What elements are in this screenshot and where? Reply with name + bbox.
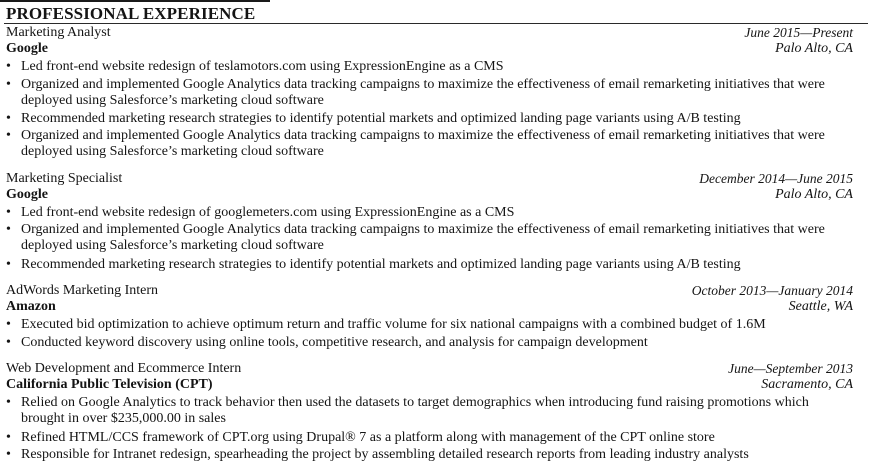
job-location: Sacramento, CA — [761, 377, 853, 392]
job-dates: June 2015—Present — [744, 25, 853, 40]
bullet-icon: • — [6, 395, 11, 410]
bullet-icon: • — [6, 111, 11, 126]
bullet-text: Responsible for Intranet redesign, spearheading the project by assembling detailed research reports from leading industry analysts — [21, 447, 749, 462]
job-location: Palo Alto, CA — [775, 41, 853, 56]
job-dates: June—September 2013 — [728, 361, 853, 376]
section-title: PROFESSIONAL EXPERIENCE — [6, 4, 256, 23]
job-title: Marketing Analyst — [6, 25, 111, 40]
top-divider — [0, 0, 270, 2]
job-location: Seattle, WA — [788, 299, 853, 314]
bullet-text: Recommended marketing research strategies to identify potential markets and optimized landing page variants using A/B testing — [21, 111, 741, 126]
bullet-icon: • — [6, 205, 11, 220]
bullet-icon: • — [6, 317, 11, 332]
company-name: Google — [6, 41, 48, 56]
job-dates: December 2014—June 2015 — [699, 171, 853, 186]
job-location: Palo Alto, CA — [775, 187, 853, 202]
bullet-text: Led front-end website redesign of googlemeters.com using ExpressionEngine as a CMS — [21, 205, 515, 220]
job-dates: October 2013—January 2014 — [691, 283, 853, 298]
bullet-text: Organized and implemented Google Analytics data tracking campaigns to maximize the effectiveness of email remarketing initiatives that were deployed using Salesforce’s marketing cloud software — [21, 128, 825, 159]
company-name: Google — [6, 187, 48, 202]
company-name: Amazon — [6, 299, 56, 314]
job-title: AdWords Marketing Intern — [6, 283, 159, 298]
bullet-text: Refined HTML/CCS framework of CPT.org using Drupal® 7 as a platform along with management of the CPT online store — [21, 430, 715, 445]
bullet-text: Organized and implemented Google Analytics data tracking campaigns to maximize the effectiveness of email remarketing initiatives that were deployed using Salesforce’s marketing cloud software — [21, 222, 825, 253]
bullet-text: Conducted keyword discovery using online tools, competitive research, and analysis for campaign development — [21, 335, 648, 350]
bullet-icon: • — [6, 335, 11, 350]
bullet-icon: • — [6, 447, 11, 462]
bullet-text: Led front-end website redesign of teslamotors.com using ExpressionEngine as a CMS — [21, 59, 504, 74]
job-title: Marketing Specialist — [6, 171, 123, 186]
bullet-text: Relied on Google Analytics to track behavior then used the datasets to target demographics when introducing fund raising promotions which brought in over $235,000.00 in sales — [21, 395, 809, 426]
bullet-icon: • — [6, 128, 11, 143]
company-name: California Public Television (CPT) — [6, 377, 213, 392]
bullet-icon: • — [6, 59, 11, 74]
bullet-text: Organized and implemented Google Analytics data tracking campaigns to maximize the effectiveness of email remarketing initiatives that were deployed using Salesforce’s marketing cloud software — [21, 77, 825, 108]
bullet-icon: • — [6, 257, 11, 272]
bullet-text: Executed bid optimization to achieve optimum return and traffic volume for six national campaigns with a combined budget of 1.6M — [21, 317, 766, 332]
bullet-text: Recommended marketing research strategies to identify potential markets and optimized landing page variants using A/B testing — [21, 257, 741, 272]
section-divider — [4, 23, 868, 24]
job-title: Web Development and Ecommerce Intern — [6, 361, 242, 376]
bullet-icon: • — [6, 77, 11, 92]
bullet-icon: • — [6, 222, 11, 237]
bullet-icon: • — [6, 430, 11, 445]
